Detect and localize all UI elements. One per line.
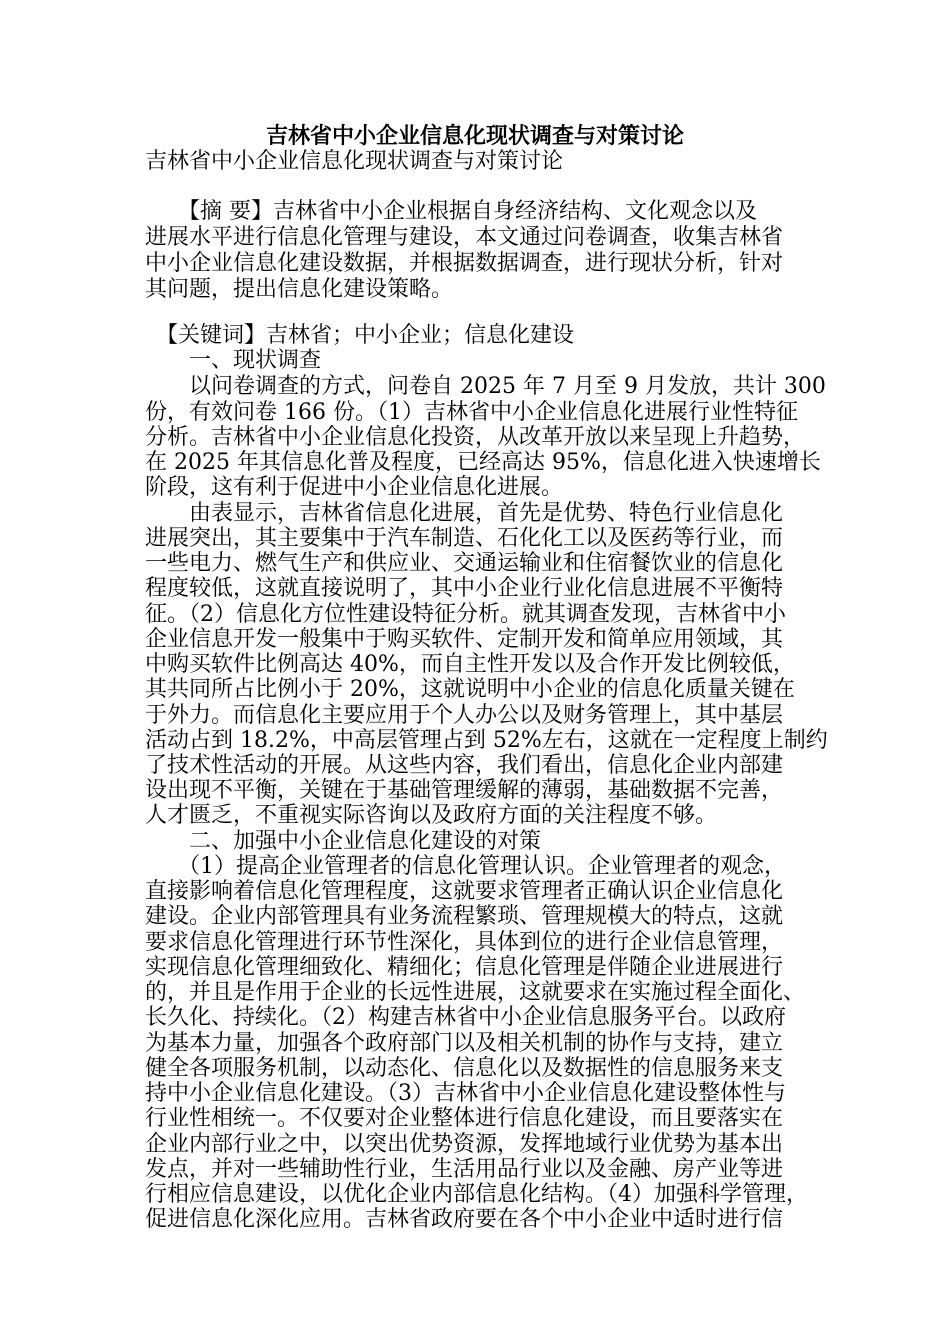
body-line: 要求信息化管理进行环节性深化，具体到位的进行企业信息管理， [145, 930, 784, 955]
body-line: 设出现不平衡，关键在于基础管理缓解的薄弱，基础数据不完善， [145, 778, 784, 803]
body-line: 份，有效问卷 166 份。（1）吉林省中小企业信息化进展行业性特征 [145, 400, 798, 425]
body-line: 行相应信息建设，以优化企业内部信息化结构。（4）加强科学管理， [145, 1182, 808, 1207]
body-line: 其问题，提出信息化建设策略。 [145, 277, 454, 302]
body-line: 征。（2）信息化方位性建设特征分析。就其调查发现，吉林省中小 [145, 602, 786, 627]
body-line: 以问卷调查的方式，问卷自 2025 年 7 月至 9 月发放，共计 300 [145, 374, 826, 399]
body-line: 的，并且是作用于企业的长远性进展，这就要求在实施过程全面化、 [145, 980, 806, 1005]
body-line: 企业信息开发一般集中于购买软件、定制开发和简单应用领域，其 [145, 627, 784, 652]
body-line: 人才匮乏，不重视实际咨询以及政府方面的关注程度不够。 [145, 803, 718, 828]
body-line: 活动占到 18.2%，中高层管理占到 52%左右，这就在一定程度上制约 [145, 728, 828, 753]
body-line: 阶段，这有利于促进中小企业信息化进展。 [145, 475, 564, 500]
document-subtitle: 吉林省中小企业信息化现状调查与对策讨论 [145, 149, 564, 174]
body-line: 于外力。而信息化主要应用于个人办公以及财务管理上，其中基层 [145, 703, 784, 728]
body-line: 企业内部行业之中，以突出优势资源，发挥地域行业优势为基本出 [145, 1132, 784, 1157]
keywords-line: 【关键词】吉林省；中小企业；信息化建设 [145, 323, 575, 348]
body-line: 长久化、持续化。（2）构建吉林省中小企业信息服务平台。以政府 [145, 1005, 786, 1030]
body-line: 建设。企业内部管理具有业务流程繁琐、管理规模大的特点，这就 [145, 904, 784, 929]
body-line: 直接影响着信息化管理程度，这就要求管理者正确认识企业信息化 [145, 879, 784, 904]
body-line: 发点，并对一些辅助性行业，生活用品行业以及金融、房产业等进 [145, 1157, 784, 1182]
body-line: 持中小企业信息化建设。（3）吉林省中小企业信息化建设整体性与 [145, 1081, 786, 1106]
body-line: 进展水平进行信息化管理与建设，本文通过问卷调查，收集吉林省 [145, 225, 784, 250]
body-line: 在 2025 年其信息化普及程度，已经高达 95%，信息化进入快速增长 [145, 450, 821, 475]
document-title: 吉林省中小企业信息化现状调查与对策讨论 [265, 124, 684, 149]
body-line: 进展突出，其主要集中于汽车制造、石化化工以及医药等行业，而 [145, 526, 784, 551]
body-line: 了技术性活动的开展。从这些内容，我们看出，信息化企业内部建 [145, 753, 784, 778]
body-line: 行业性相统一。不仅要对企业整体进行信息化建设，而且要落实在 [145, 1106, 784, 1131]
body-line: 其共同所占比例小于 20%，这就说明中小企业的信息化质量关键在 [145, 677, 795, 702]
body-line: 【摘 要】吉林省中小企业根据自身经济结构、文化观念以及 [145, 199, 757, 224]
body-line: 为基本力量，加强各个政府部门以及相关机制的协作与支持，建立 [145, 1031, 784, 1056]
body-line: 实现信息化管理细致化、精细化；信息化管理是伴随企业进展进行 [145, 955, 784, 980]
body-line: 一些电力、燃气生产和供应业、交通运输业和住宿餐饮业的信息化 [145, 551, 784, 576]
body-line: 中购买软件比例高达 40%，而自主性开发以及合作开发比例较低， [145, 652, 795, 677]
body-line: 中小企业信息化建设数据，并根据数据调查，进行现状分析，针对 [145, 251, 784, 276]
body-line: 程度较低，这就直接说明了，其中小企业行业化信息进展不平衡特 [145, 576, 784, 601]
body-line: 促进信息化深化应用。吉林省政府要在各个中小企业中适时进行信 [145, 1207, 784, 1232]
body-line: 健全各项服务机制，以动态化、信息化以及数据性的信息服务来支 [145, 1056, 784, 1081]
body-line: （1）提高企业管理者的信息化管理认识。企业管理者的观念， [145, 854, 786, 879]
body-line: 分析。吉林省中小企业信息化投资，从改革开放以来呈现上升趋势， [145, 425, 806, 450]
section-heading: 一、现状调查 [145, 348, 322, 373]
section-heading: 二、加强中小企业信息化建设的对策 [145, 829, 542, 854]
body-line: 由表显示，吉林省信息化进展，首先是优势、特色行业信息化 [145, 501, 784, 526]
